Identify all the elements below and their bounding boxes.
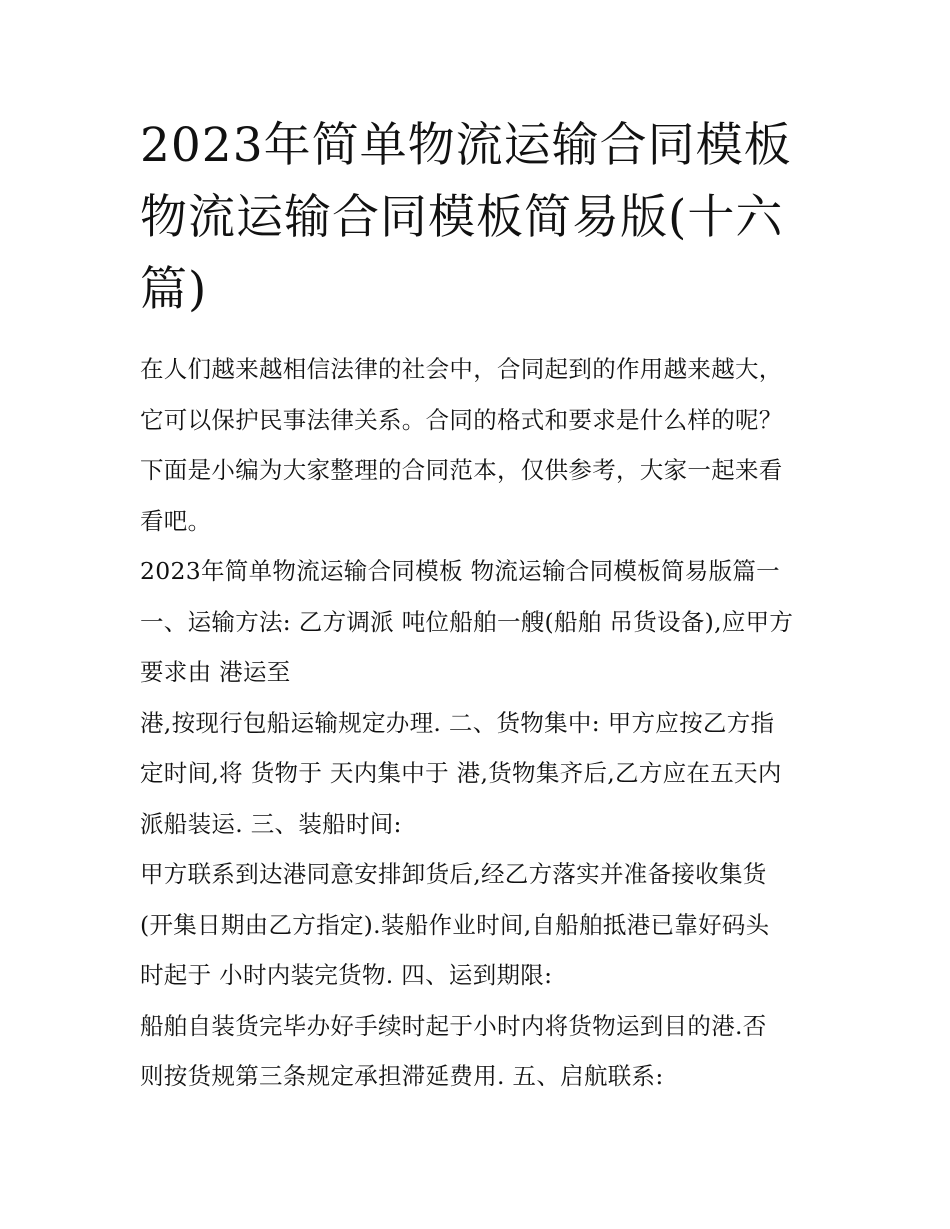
body-line-7: 要求由 港运至 xyxy=(140,658,291,686)
body-line-4: 看吧。 xyxy=(140,506,212,535)
body-line-13: 时起于 小时内装完货物. 四、运到期限: xyxy=(140,961,553,989)
body-line-10: 派船装运. 三、装船时间: xyxy=(140,809,402,838)
document-page xyxy=(140,110,820,1102)
body-line-3: 下面是小编为大家整理的合同范本，仅供参考，大家一起来看 xyxy=(140,456,783,484)
body-line-9: 定时间,将 货物于 天内集中于 港,货物集齐后,乙方应在五天内 xyxy=(140,759,782,787)
body-line-6: 一、运输方法: 乙方调派 吨位船舶一艘(船舶 吊货设备),应甲方 xyxy=(140,607,794,636)
body-line-14: 船舶自装货完毕办好手续时起于小时内将货物运到目的港.否 xyxy=(140,1011,767,1040)
body-line-5: 2023年简单物流运输合同模板 物流运输合同模板简易版篇一 xyxy=(140,557,780,585)
body-line-8: 港,按现行包船运输规定办理. 二、货物集中: 甲方应按乙方指 xyxy=(140,708,775,737)
body-line-15: 则按货规第三条规定承担滞延费用. 五、启航联系: xyxy=(140,1062,664,1090)
title-line-3: 篇) xyxy=(140,262,208,317)
title-line-1: 2023年简单物流运输合同模板 xyxy=(140,118,792,173)
body-line-11: 甲方联系到达港同意安排卸货后,经乙方落实并准备接收集货 xyxy=(140,860,767,888)
title-line-2: 物流运输合同模板简易版(十六 xyxy=(140,190,784,245)
body-line-2: 它可以保护民事法律关系。合同的格式和要求是什么样的呢？ xyxy=(140,405,783,434)
body-line-1: 在人们越来越相信法律的社会中，合同起到的作用越来越大， xyxy=(140,355,783,383)
body-line-12: (开集日期由乙方指定).装船作业时间,自船舶抵港已靠好码头 xyxy=(140,910,770,939)
document-body xyxy=(140,344,820,1102)
document-title xyxy=(140,110,820,326)
